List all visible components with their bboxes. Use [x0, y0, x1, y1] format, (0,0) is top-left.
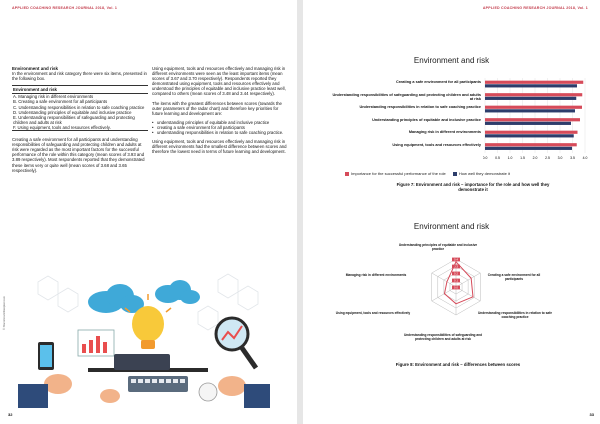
bar-tick-label: 1.5 [520, 156, 525, 160]
page-number-left: 32 [8, 412, 13, 417]
paragraph-greatest-differences: The items with the greatest differences between scores (towards the outer parameters of the radar chart) and therefore key priorities for future learning and development are: [152, 100, 282, 116]
radar-scale-label: 0.1 [454, 278, 458, 283]
paragraph-smallest-difference: Using equipment, tools and resources effectively and managing risk in different environments had the smallest difference between scores and therefore the lowest need in terms of future learning and development. [152, 139, 287, 155]
radar-scale-label: 0.0 [454, 285, 458, 290]
bar-demonstrate [485, 122, 571, 125]
figure-8-caption: Figure 8: Environment and risk – differences between scores [395, 362, 521, 367]
bar-importance [485, 106, 582, 109]
bar-tick-label: 3.5 [570, 156, 575, 160]
bar-category-label: Understanding responsibilities of safeguarding and protecting children and adults at risk [332, 92, 481, 101]
bar-demonstrate [485, 84, 577, 87]
priority-bullet-list [152, 120, 290, 135]
bullet-item: • understanding principles of equitable and inclusive practice [152, 120, 290, 125]
bar-category-label: Understanding principles of equitable and inclusive practice [372, 117, 481, 122]
bar-tick-label: 3.0 [557, 156, 563, 160]
radar-axis-label: Using equipment, tools and resources effectively [335, 311, 411, 315]
bar-category-label: Using equipment, tools and resources effectively [392, 142, 481, 147]
bar-category-label: Managing risk in different environments [408, 130, 481, 135]
legend-label-demonstrate: How well they demonstrate it [458, 171, 510, 176]
bar-category-label: Understanding responsibilities in relation to safe coaching practice [359, 105, 481, 110]
bar-importance [485, 81, 583, 84]
radar-axis-label: Managing risk in different environments [345, 273, 407, 277]
box-item: A. Managing risk in different environments [13, 94, 94, 100]
bar-chart-title: Environment and risk [413, 56, 490, 65]
bar-demonstrate [485, 109, 575, 112]
paragraph-least-important: Using equipment, tools and resources effectively and managing risk in different environments were seen as the least important items (mean scores of 3.67 and 3.70 respectively). Respondents reported they demonstrated using equipment, tools and resources effectively and understood the principles of equitable and inclusive practice least well, compared to others (mean scores of 3.48 and 3.44 respectively). [152, 66, 286, 97]
bar-tick-label: 0.5 [495, 156, 500, 160]
bar-demonstrate [485, 134, 574, 137]
legend-label-importance: Importance for the successful performance of the role [351, 171, 446, 176]
box-item: E. Understanding responsibilities of safeguarding and protecting children and adults at risk [13, 114, 135, 125]
right-page [303, 0, 600, 424]
intro-paragraph: In the environment and risk category there were six items, presented in the following box. [12, 71, 147, 82]
legend-swatch-importance [345, 172, 349, 176]
radar-scale-label: 0.2 [454, 271, 458, 276]
bar-tick-label: 1.0 [507, 156, 513, 160]
bar-tick-label: 0.0 [483, 156, 488, 160]
left-column-1 [12, 66, 148, 177]
box-item: F. Using equipment, tools and resources effectively. [13, 124, 111, 130]
bar-importance [485, 93, 582, 96]
bar-demonstrate [485, 97, 576, 100]
running-header-right: APPLIED COACHING RESEARCH JOURNAL 2018, Vol. 1 [482, 6, 588, 10]
figure-7-caption: Figure 7: Environment and risk – importance for the role and how well they demonstrate it [396, 182, 550, 192]
radar-scale-label: 0.4 [454, 257, 458, 262]
radar-chart-title: Environment and risk [413, 222, 490, 231]
box-item-list [12, 94, 148, 130]
coaching-illustration [18, 272, 270, 408]
bar-importance [485, 143, 577, 146]
bar-chart-legend [345, 171, 510, 176]
left-page [0, 0, 297, 424]
box-item: B. Creating a safe environment for all participants [13, 99, 108, 105]
page-number-right: 33 [589, 412, 594, 417]
bar-importance [485, 118, 580, 121]
radar-axis-label: Understanding responsibilities in relation to safe coaching practice [477, 311, 553, 319]
bar-demonstrate [485, 147, 572, 150]
section-heading: Environment and risk [12, 66, 59, 71]
magnifier-icon [216, 318, 256, 368]
bar-tick-label: 2.0 [532, 156, 538, 160]
box-item: C. Understanding responsibilities in relation to safe coaching practice [13, 104, 145, 110]
bar-category-label: Creating a safe environment for all participants [395, 80, 481, 85]
photo-credit: © Shutterstock/Rawpixel.com [3, 296, 6, 330]
bullet-item: • creating a safe environment for all participants [152, 125, 290, 130]
bullet-item: • understanding responsibilities in relation to safe coaching practice. [152, 130, 290, 135]
radar-axis-label: Creating a safe environment for all participants [487, 273, 541, 281]
bar-chart [483, 76, 591, 176]
left-column-2 [152, 66, 290, 158]
paragraph-most-important: Creating a safe environment for all participants and understanding responsibilities of safeguarding and protecting children and adults at risk were regarded as the most important factors for the successful performance of the role within this category (mean scores of 3.93 and 3.89 respectively). Most respondents reported that they demonstrated these items very or quite well (mean scores of 3.68 and 3.65 respectively). [12, 137, 145, 173]
running-header-left: APPLIED COACHING RESEARCH JOURNAL 2018, Vol. 1 [12, 6, 118, 10]
box-item: D. Understanding principles of equitable and inclusive practice [13, 109, 132, 115]
radar-scale-label: 0.3 [454, 264, 458, 269]
box-title: Environment and risk [12, 86, 148, 94]
bar-tick-label: 2.5 [545, 156, 550, 160]
legend-swatch-demonstrate [453, 172, 457, 176]
bar-tick-label: 4.0 [582, 156, 588, 160]
radar-axis-label: Understanding principles of equitable and inclusive practice [398, 243, 478, 251]
radar-axis-label: Understanding responsibilities of safeguarding and protecting children and adults at risk [403, 333, 483, 341]
bar-importance [485, 131, 578, 134]
items-box [12, 85, 148, 131]
